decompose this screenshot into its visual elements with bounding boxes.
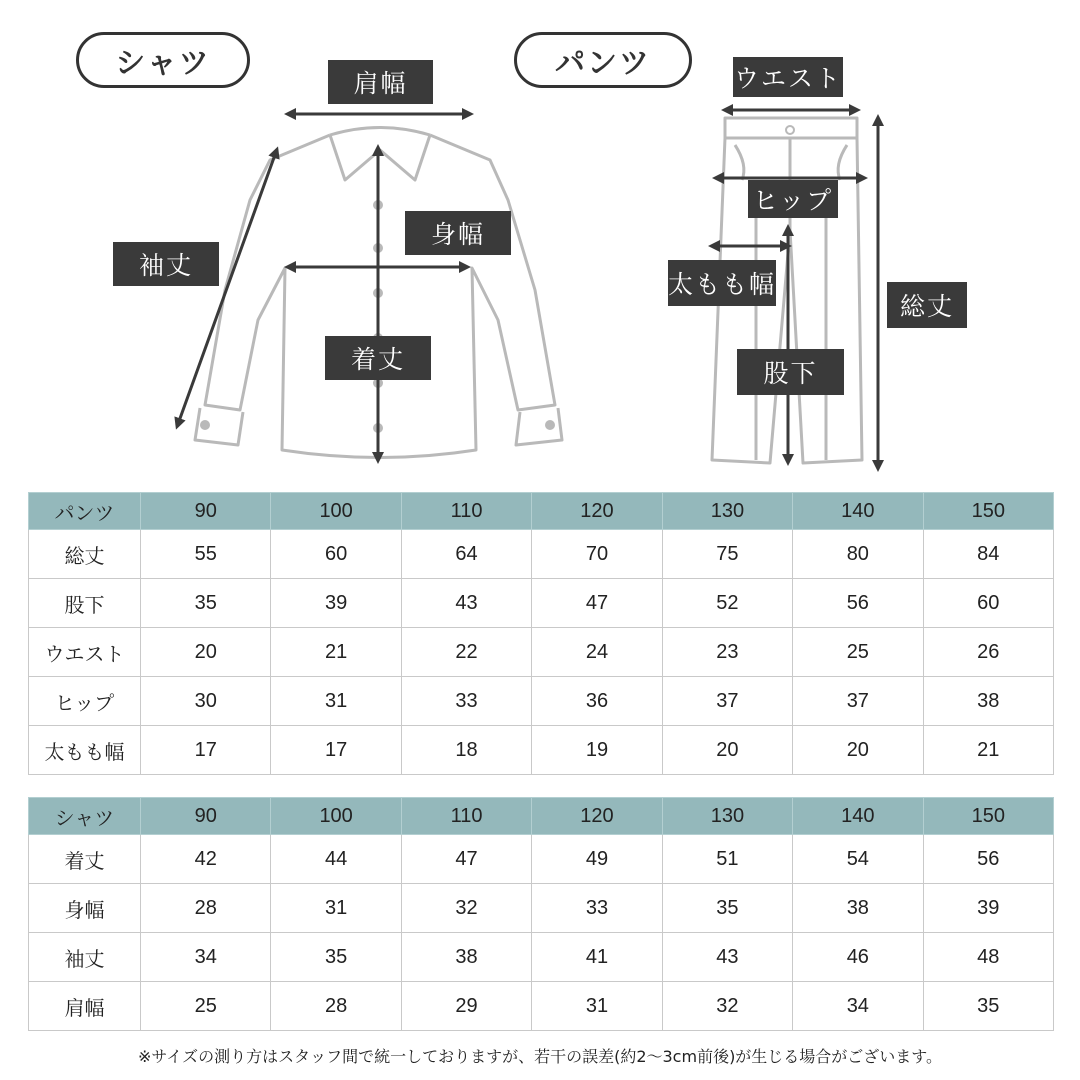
table-cell: 36 xyxy=(532,677,662,726)
hip-label: ヒップ xyxy=(748,180,838,218)
sleeve-arrow xyxy=(178,152,276,424)
table-cell: 51 xyxy=(662,835,792,884)
waist-label: ウエスト xyxy=(733,57,843,97)
table-cell: 総丈 xyxy=(29,530,141,579)
inseam-label: 股下 xyxy=(737,349,844,395)
table-row xyxy=(29,628,1054,677)
table-cell: 49 xyxy=(532,835,662,884)
table-cell: 35 xyxy=(923,982,1053,1031)
header-cell: 110 xyxy=(401,798,531,835)
table-cell: 44 xyxy=(271,835,401,884)
table-cell: 21 xyxy=(271,628,401,677)
table-cell: 38 xyxy=(923,677,1053,726)
table-cell: 太もも幅 xyxy=(29,726,141,775)
table-cell: 28 xyxy=(141,884,271,933)
header-cell: 150 xyxy=(923,493,1053,530)
table-cell: 35 xyxy=(271,933,401,982)
table-cell: 48 xyxy=(923,933,1053,982)
header-cell: 140 xyxy=(793,798,923,835)
table-row xyxy=(29,835,1054,884)
table-cell: 23 xyxy=(662,628,792,677)
body-width-label: 身幅 xyxy=(405,211,511,255)
total-length-label: 総丈 xyxy=(887,282,967,328)
sleeve-label: 袖丈 xyxy=(113,242,219,286)
table-cell: 60 xyxy=(923,579,1053,628)
table-cell: 22 xyxy=(401,628,531,677)
table-cell: 39 xyxy=(271,579,401,628)
table-cell: 38 xyxy=(401,933,531,982)
header-cell: シャツ xyxy=(29,798,141,835)
table-cell: 75 xyxy=(662,530,792,579)
table-cell: 肩幅 xyxy=(29,982,141,1031)
header-cell: 100 xyxy=(271,493,401,530)
table-header-row xyxy=(29,798,1054,835)
table-cell: 55 xyxy=(141,530,271,579)
table-cell: 17 xyxy=(141,726,271,775)
table-cell: 着丈 xyxy=(29,835,141,884)
table-cell: 56 xyxy=(793,579,923,628)
table-cell: 34 xyxy=(141,933,271,982)
header-cell: パンツ xyxy=(29,493,141,530)
shirt-size-table xyxy=(28,797,1054,1031)
header-cell: 90 xyxy=(141,493,271,530)
table-row xyxy=(29,530,1054,579)
header-cell: 110 xyxy=(401,493,531,530)
table-row xyxy=(29,677,1054,726)
table-cell: 47 xyxy=(532,579,662,628)
header-cell: 100 xyxy=(271,798,401,835)
table-cell: 20 xyxy=(793,726,923,775)
table-cell: 24 xyxy=(532,628,662,677)
table-row xyxy=(29,933,1054,982)
header-cell: 130 xyxy=(662,493,792,530)
table-cell: 32 xyxy=(662,982,792,1031)
table-cell: 31 xyxy=(271,884,401,933)
table-cell: 37 xyxy=(793,677,923,726)
shirt-title: シャツ xyxy=(76,32,250,88)
pants-size-table xyxy=(28,492,1054,775)
table-cell: 84 xyxy=(923,530,1053,579)
table-cell: 37 xyxy=(662,677,792,726)
table-cell: 25 xyxy=(141,982,271,1031)
shirt-length-label: 着丈 xyxy=(325,336,431,380)
table-cell: 21 xyxy=(923,726,1053,775)
table-cell: ヒップ xyxy=(29,677,141,726)
table-cell: 70 xyxy=(532,530,662,579)
table-cell: 32 xyxy=(401,884,531,933)
table-cell: 43 xyxy=(401,579,531,628)
table-cell: 身幅 xyxy=(29,884,141,933)
table-cell: ウエスト xyxy=(29,628,141,677)
table-cell: 34 xyxy=(793,982,923,1031)
table-cell: 43 xyxy=(662,933,792,982)
header-cell: 130 xyxy=(662,798,792,835)
table-cell: 31 xyxy=(532,982,662,1031)
header-cell: 150 xyxy=(923,798,1053,835)
header-cell: 120 xyxy=(532,798,662,835)
table-cell: 47 xyxy=(401,835,531,884)
table-cell: 54 xyxy=(793,835,923,884)
table-header-row xyxy=(29,493,1054,530)
table-cell: 38 xyxy=(793,884,923,933)
table-cell: 35 xyxy=(141,579,271,628)
table-cell: 60 xyxy=(271,530,401,579)
table-cell: 26 xyxy=(923,628,1053,677)
table-cell: 30 xyxy=(141,677,271,726)
table-cell: 袖丈 xyxy=(29,933,141,982)
table-row xyxy=(29,579,1054,628)
header-cell: 90 xyxy=(141,798,271,835)
table-cell: 31 xyxy=(271,677,401,726)
table-cell: 29 xyxy=(401,982,531,1031)
table-row xyxy=(29,726,1054,775)
table-cell: 25 xyxy=(793,628,923,677)
table-cell: 52 xyxy=(662,579,792,628)
table-cell: 35 xyxy=(662,884,792,933)
table-cell: 42 xyxy=(141,835,271,884)
table-row xyxy=(29,982,1054,1031)
table-cell: 56 xyxy=(923,835,1053,884)
header-cell: 140 xyxy=(793,493,923,530)
table-cell: 33 xyxy=(401,677,531,726)
table-cell: 20 xyxy=(141,628,271,677)
table-cell: 39 xyxy=(923,884,1053,933)
table-cell: 28 xyxy=(271,982,401,1031)
table-cell: 64 xyxy=(401,530,531,579)
table-cell: 19 xyxy=(532,726,662,775)
table-row xyxy=(29,884,1054,933)
table-cell: 80 xyxy=(793,530,923,579)
table-cell: 股下 xyxy=(29,579,141,628)
table-cell: 17 xyxy=(271,726,401,775)
table-cell: 18 xyxy=(401,726,531,775)
thigh-label: 太もも幅 xyxy=(668,260,776,306)
header-cell: 120 xyxy=(532,493,662,530)
measurement-footnote: ※サイズの測り方はスタッフ間で統一しておりますが、若干の誤差(約2〜3cm前後)が生じる場合がございます。 xyxy=(137,1047,943,1066)
table-cell: 20 xyxy=(662,726,792,775)
pants-title: パンツ xyxy=(514,32,692,88)
table-cell: 46 xyxy=(793,933,923,982)
table-cell: 33 xyxy=(532,884,662,933)
table-cell: 41 xyxy=(532,933,662,982)
shoulder-label: 肩幅 xyxy=(328,60,433,104)
